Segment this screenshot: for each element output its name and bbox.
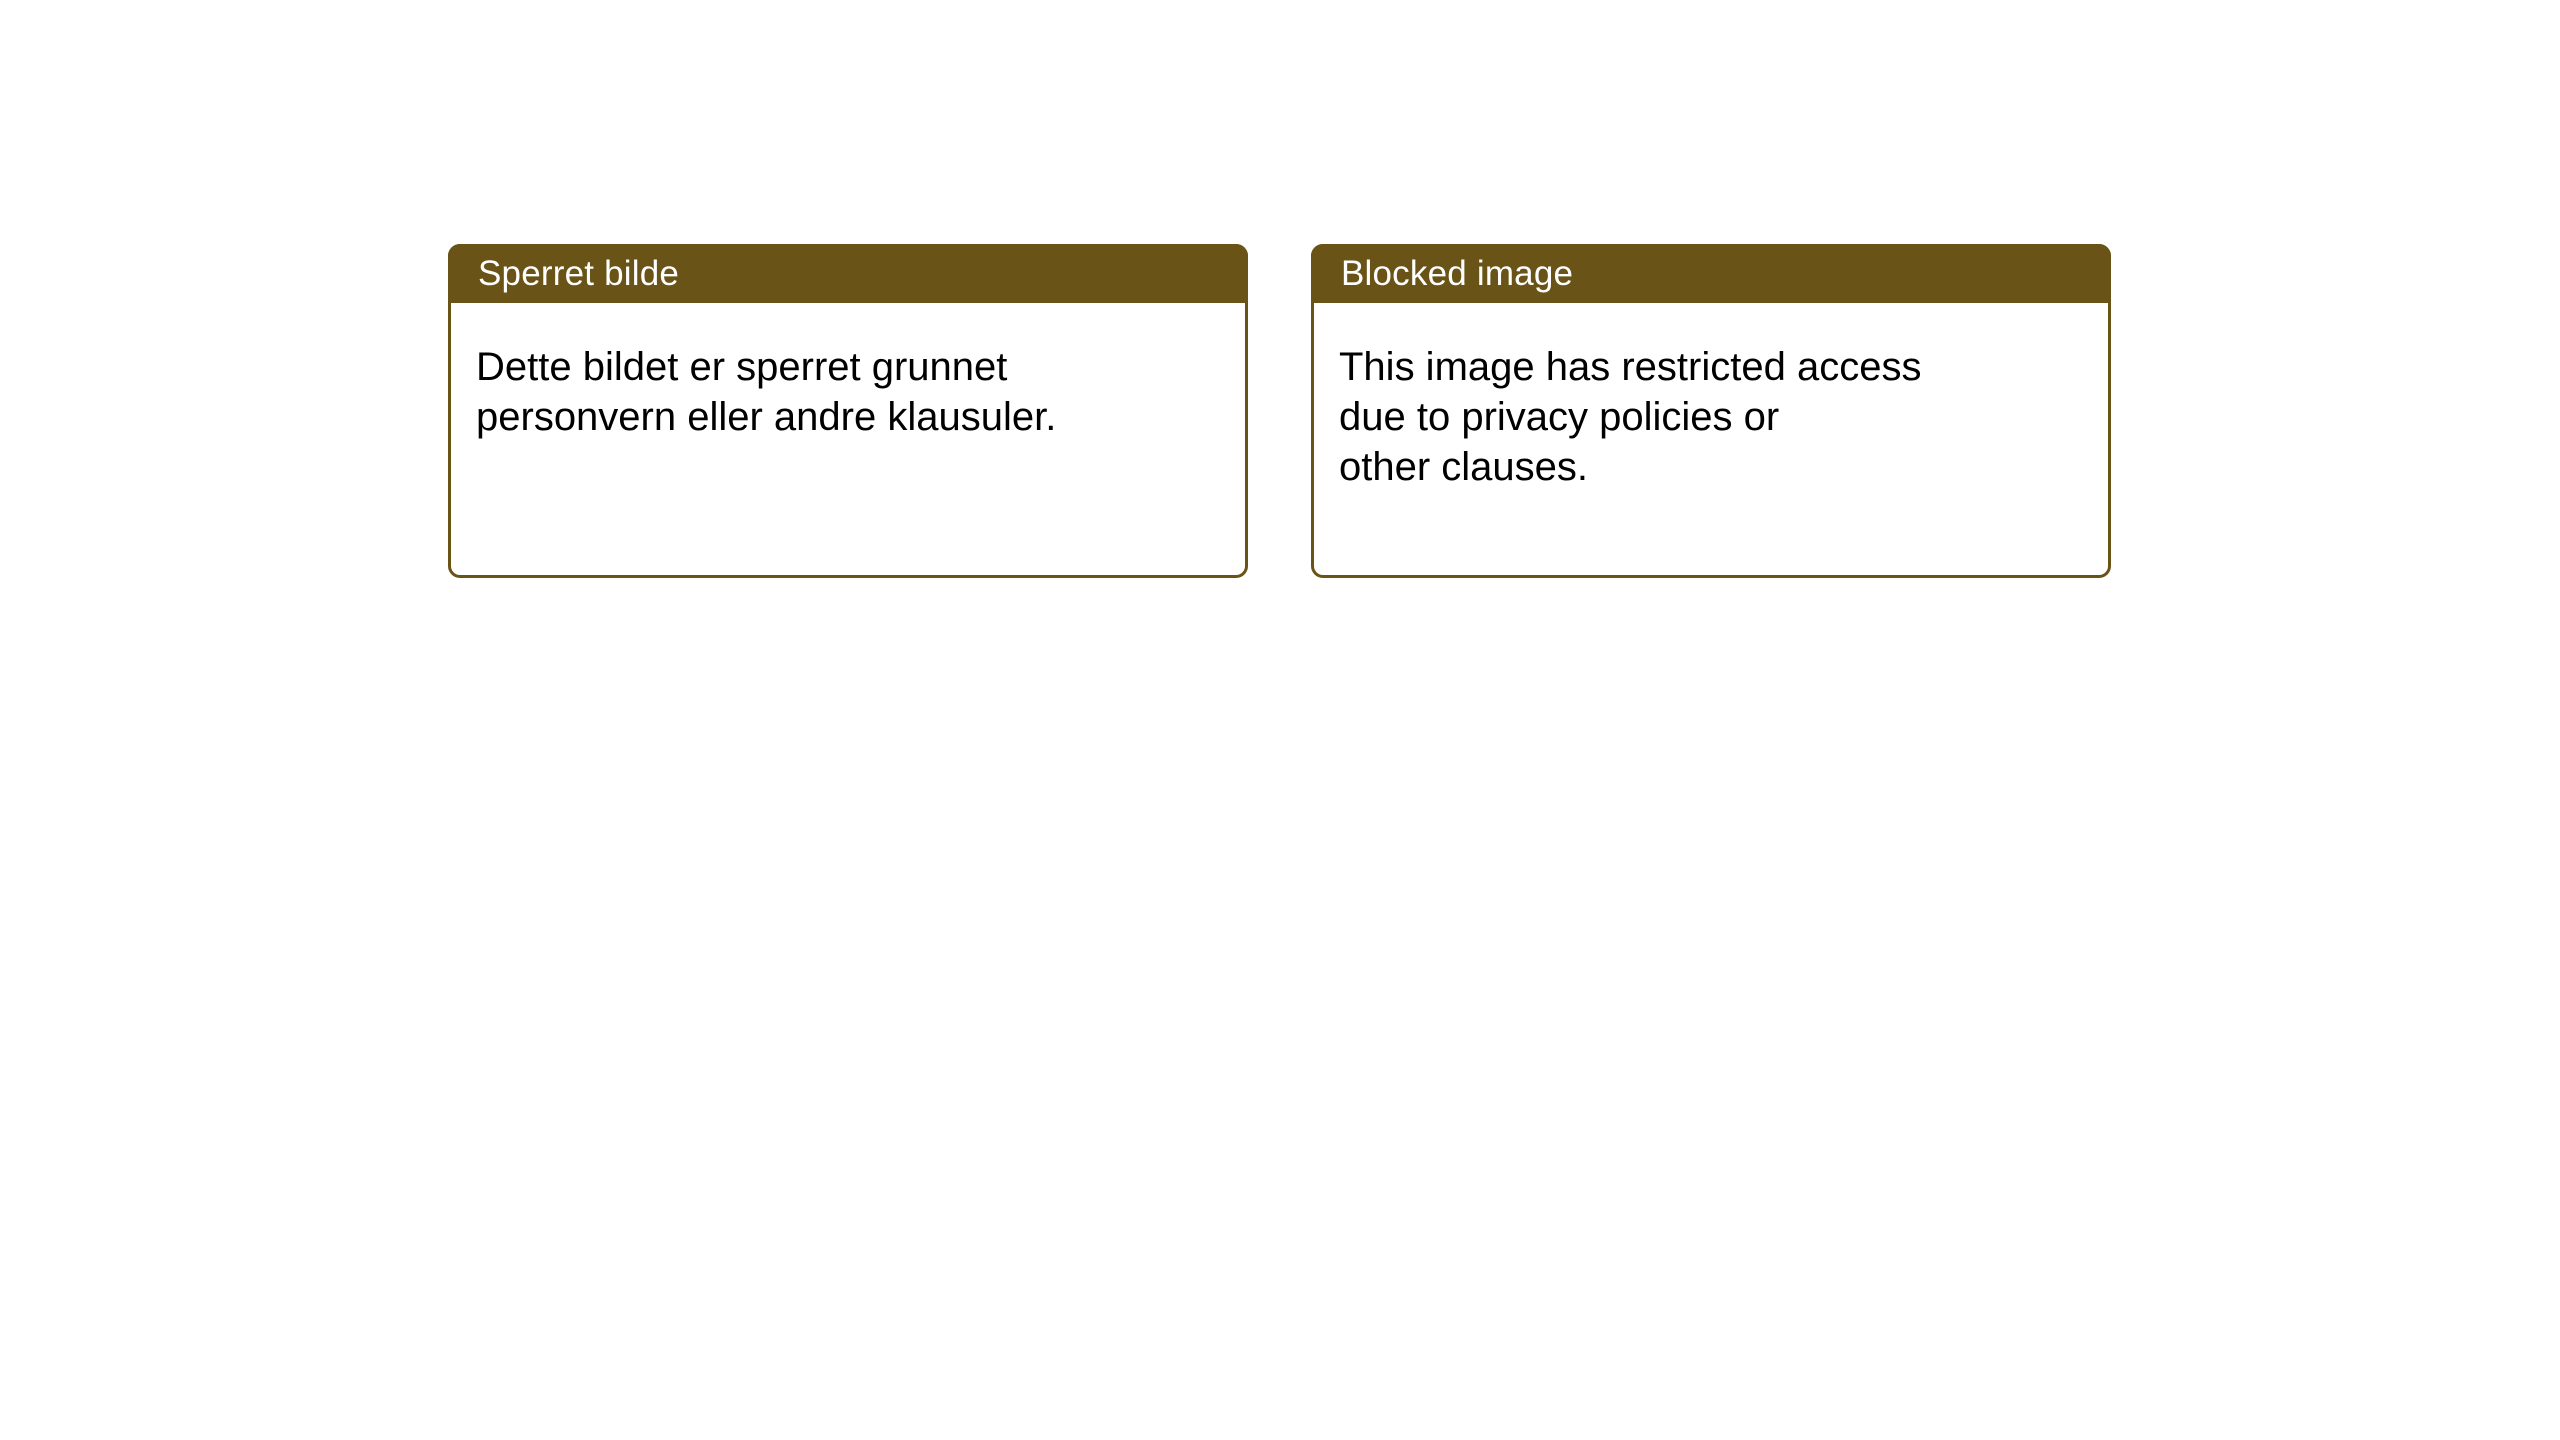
card-title: Blocked image	[1341, 254, 1574, 293]
card-title: Sperret bilde	[478, 254, 680, 293]
card-body	[1314, 303, 2108, 492]
card-header	[1311, 244, 2111, 303]
body-text-line: This image has restricted access	[1339, 345, 1922, 389]
blocked-image-card-norwegian	[448, 244, 1248, 578]
card-header	[448, 244, 1248, 303]
body-text-line: Dette bildet er sperret grunnet	[476, 345, 1008, 389]
blocked-image-card-english	[1311, 244, 2111, 578]
body-text-line: due to privacy policies or	[1339, 395, 1780, 439]
card-body	[451, 303, 1245, 442]
body-text-line: other clauses.	[1339, 445, 1589, 489]
body-text-line: personvern eller andre klausuler.	[476, 395, 1057, 439]
